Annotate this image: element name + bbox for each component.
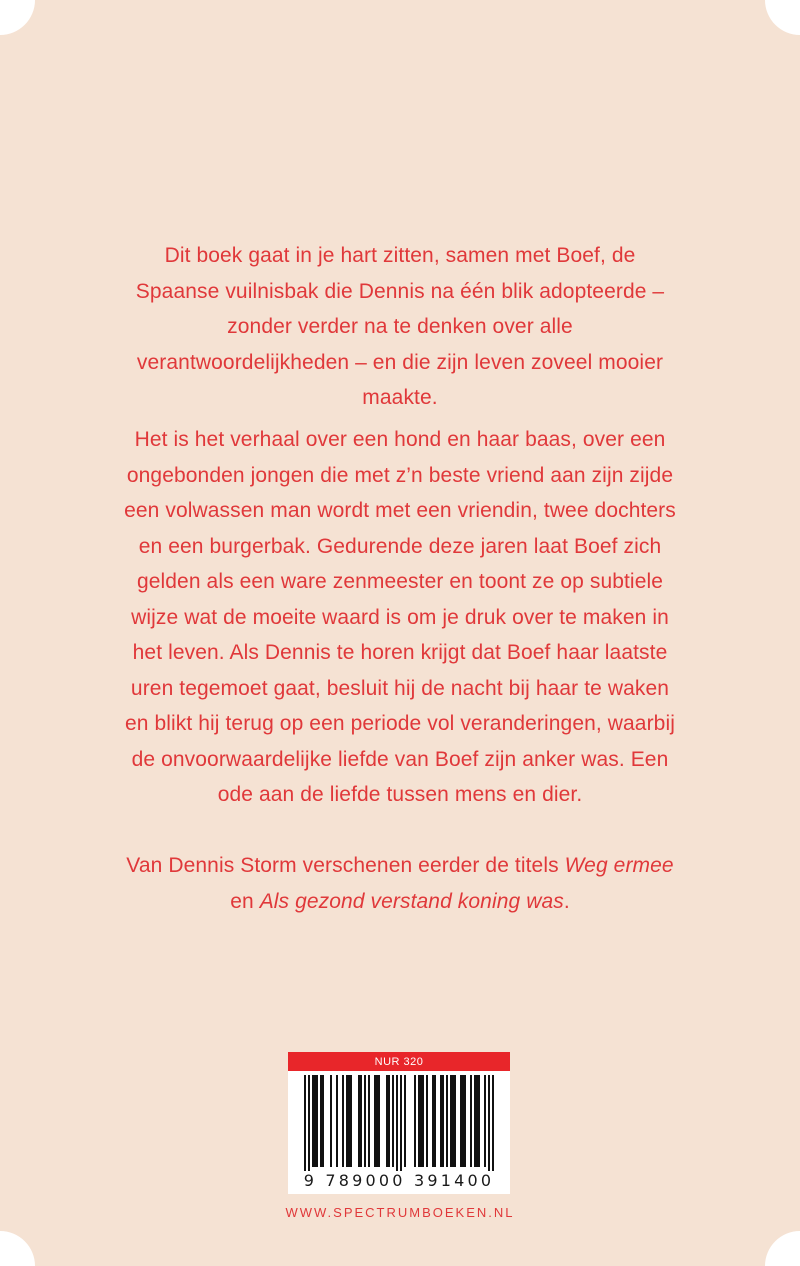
barcode-bar — [312, 1075, 314, 1167]
blurb-paragraph-story — [120, 422, 680, 813]
barcode-bar — [446, 1075, 448, 1167]
barcode-bar — [442, 1075, 444, 1167]
other-titles-suffix: . — [563, 889, 570, 913]
barcode-bar — [336, 1075, 338, 1167]
blurb-paragraph-intro-text: Dit boek gaat in je hart zitten, samen met Boef, de Spaanse vuilnisbak die Dennis na één blik adopteerde – zonder verder na te denken over alle verantwoordelijkheden – en die zijn leven zoveel mooier maakte. — [135, 244, 665, 409]
barcode-bars — [294, 1071, 504, 1171]
nur-label: NUR 320 — [288, 1052, 510, 1071]
blurb-paragraph-other-titles — [120, 848, 680, 919]
title-weg-ermee: Weg ermee — [564, 854, 674, 877]
barcode-bar — [478, 1075, 480, 1167]
barcode-bar — [388, 1075, 390, 1167]
barcode-bar — [414, 1075, 416, 1167]
barcode-bar — [450, 1075, 452, 1167]
publisher-website: WWW.SPECTRUMBOEKEN.NL — [285, 1205, 515, 1220]
barcode-bar — [330, 1075, 332, 1167]
other-titles-sentence — [120, 848, 680, 919]
barcode-bar — [464, 1075, 466, 1167]
title-als-gezond-verstand: Als gezond verstand koning was — [259, 889, 564, 913]
barcode-bar — [422, 1075, 424, 1167]
barcode-bar — [346, 1075, 348, 1167]
barcode-bar — [454, 1075, 456, 1167]
barcode-bar — [374, 1075, 376, 1167]
barcode-bar — [316, 1075, 318, 1167]
barcode-bar — [342, 1075, 344, 1167]
barcode-bar — [418, 1075, 420, 1167]
barcode-bar — [426, 1075, 428, 1167]
barcode-bar — [376, 1075, 378, 1167]
barcode-bar — [440, 1075, 442, 1167]
barcode-bar — [400, 1075, 402, 1171]
barcode-bar — [474, 1075, 476, 1167]
barcode-bar — [462, 1075, 464, 1167]
barcode-bar — [320, 1075, 322, 1167]
barcode-bar — [470, 1075, 472, 1167]
barcode-bar — [348, 1075, 350, 1167]
other-titles-prefix: Van Dennis Storm verschenen eerder de titels — [126, 854, 565, 877]
barcode-bar — [488, 1075, 490, 1171]
barcode-bar — [460, 1075, 462, 1167]
barcode-bar — [364, 1075, 366, 1167]
barcode-bar — [360, 1075, 362, 1167]
barcode-bar — [420, 1075, 422, 1167]
barcode-bar — [484, 1075, 486, 1167]
blurb-paragraph-story-text: Het is het verhaal over een hond en haar baas, over een ongebonden jongen die met z’n beste vriend aan zijn zijde een volwassen man wordt met een vriendin, twee dochters en een burgerbak. Gedurende deze jaren laat Boef zich gelden als een ware zenmeester en toont ze op subtiele wijze wat de moeite waard is om je druk over te maken in het leven. Als Dennis te horen krijgt dat Boef haar laatste uren tegemoet gaat, besluit hij de nacht bij haar te waken en blikt hij terug op een periode vol veranderingen, waarbij de onvoorwaardelijke liefde van Boef zijn anker was. Een ode aan de liefde tussen mens en dier. — [124, 428, 676, 806]
barcode-bar — [308, 1075, 310, 1171]
barcode-bar — [392, 1075, 394, 1167]
barcode-bar — [434, 1075, 436, 1167]
barcode-bar — [378, 1075, 380, 1167]
isbn-digits: 9 789000 391400 — [303, 1171, 495, 1190]
barcode-bar — [314, 1075, 316, 1167]
barcode-bar — [452, 1075, 454, 1167]
barcode-bar — [368, 1075, 370, 1167]
barcode-bar — [432, 1075, 434, 1167]
barcode-bar — [304, 1075, 306, 1171]
other-titles-connector: en — [230, 889, 260, 913]
barcode-bar — [492, 1075, 494, 1171]
barcode-bar — [358, 1075, 360, 1167]
barcode-bar — [386, 1075, 388, 1167]
barcode-bar — [350, 1075, 352, 1167]
barcode-bar — [476, 1075, 478, 1167]
barcode-bar — [404, 1075, 406, 1167]
barcode-bar — [322, 1075, 324, 1167]
isbn-barcode — [288, 1052, 510, 1194]
barcode-bar — [396, 1075, 398, 1171]
blurb-paragraph-intro — [120, 238, 680, 416]
